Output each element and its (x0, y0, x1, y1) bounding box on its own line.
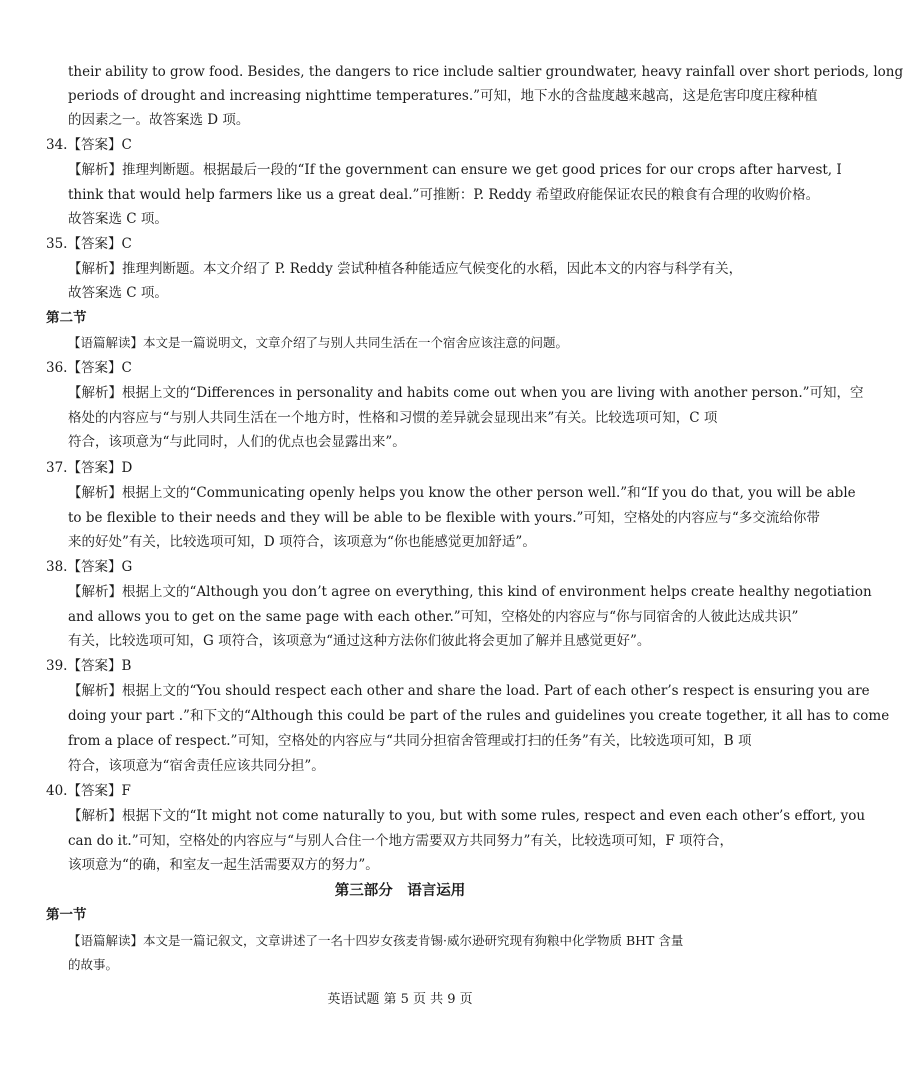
analysis-line: 【解析】根据上文的“Differences in personality and habits come out when you are living with another person.”可知，空 (68, 385, 864, 401)
analysis-line: 【解析】推理判断题。本文介绍了 P. Reddy 尝试种植各种能适应气候变化的水稻，因此本文的内容与科学有关， (68, 261, 743, 277)
page-footer: 英语试题 第 5 页 共 9 页 (327, 992, 473, 1007)
analysis-line: doing your part .”和下文的“Although this could be part of the rules and guidelines you create together, it all has to come (68, 708, 890, 724)
analysis-line: 【解析】根据上文的“Communicating openly helps you know the other person well.”和“If you do that, you will be able (68, 485, 856, 501)
analysis-line: 符合，该项意为“宿舍责任应该共同分担”。 (68, 758, 325, 774)
analysis-line: and allows you to get on the same page with each other.”可知，空格处的内容应与“你与同宿舍的人彼此达成共识” (68, 609, 799, 625)
text-line: periods of drought and increasing nighttime temperatures.”可知，地下水的含盐度越来越高，这是危害印度庄稼种植 (68, 88, 818, 104)
part-heading: 第三部分 语言运用 (334, 882, 466, 899)
answer-35: 35.【答案】C (46, 236, 132, 252)
answer-37: 37.【答案】D (46, 460, 133, 476)
analysis-line: 故答案选 C 项。 (68, 211, 168, 227)
reading-summary: 【语篇解读】本文是一篇说明文，文章介绍了与别人共同生活在一个宿舍应该注意的问题。 (68, 335, 569, 350)
answer-36: 36.【答案】C (46, 360, 132, 376)
analysis-line: 【解析】推理判断题。根据最后一段的“If the government can ensure we get good prices for our crops after harvest, I (68, 162, 842, 178)
analysis-line: 格处的内容应与“与别人共同生活在一个地方时，性格和习惯的差异就会显现出来”有关。比较选项可知，C 项 (68, 410, 718, 426)
text-line: their ability to grow food. Besides, the dangers to rice include saltier groundwater, heavy rainfall over short periods, long (68, 64, 903, 80)
reading-summary: 的故事。 (68, 957, 119, 972)
analysis-line: 【解析】根据上文的“Although you don’t agree on everything, this kind of environment helps create healthy negotiation (68, 584, 872, 600)
section-heading: 第二节 (46, 310, 87, 326)
analysis-line: from a place of respect.”可知，空格处的内容应与“共同分担宿舍管理或打扫的任务”有关，比较选项可知，B 项 (68, 733, 752, 749)
analysis-line: 符合，该项意为“与此同时，人们的优点也会显露出来”。 (68, 434, 406, 450)
analysis-line: 【解析】根据上文的“You should respect each other and share the load. Part of each other’s respect is ensuring you are (68, 683, 870, 699)
text-line: 的因素之一。故答案选 D 项。 (68, 112, 250, 128)
reading-summary: 【语篇解读】本文是一篇记叙文，文章讲述了一名十四岁女孩麦肯锡·威尔逊研究现有狗粮中化学物质 BHT 含量 (68, 933, 684, 948)
answer-34: 34.【答案】C (46, 137, 132, 153)
analysis-line: can do it.”可知，空格处的内容应与“与别人合住一个地方需要双方共同努力”有关，比较选项可知，F 项符合， (68, 833, 734, 849)
section-heading: 第一节 (46, 907, 87, 923)
analysis-line: to be flexible to their needs and they will be able to be flexible with yours.”可知，空格处的内容应与“多交流给你带 (68, 510, 820, 526)
answer-40: 40.【答案】F (46, 783, 131, 799)
analysis-line: 有关，比较选项可知，G 项符合，该项意为“通过这种方法你们彼此将会更加了解并且感觉更好”。 (68, 633, 651, 649)
answer-39: 39.【答案】B (46, 658, 132, 674)
analysis-line: 【解析】根据下文的“It might not come naturally to you, but with some rules, respect and even each other’s effort, you (68, 808, 866, 824)
answer-38: 38.【答案】G (46, 559, 133, 575)
analysis-line: think that would help farmers like us a great deal.”可推断：P. Reddy 希望政府能保证农民的粮食有合理的收购价格。 (68, 187, 820, 203)
analysis-line: 该项意为“的确，和室友一起生活需要双方的努力”。 (68, 857, 379, 873)
analysis-line: 故答案选 C 项。 (68, 285, 168, 301)
analysis-line: 来的好处”有关，比较选项可知，D 项符合，该项意为“你也能感觉更加舒适”。 (68, 534, 536, 550)
